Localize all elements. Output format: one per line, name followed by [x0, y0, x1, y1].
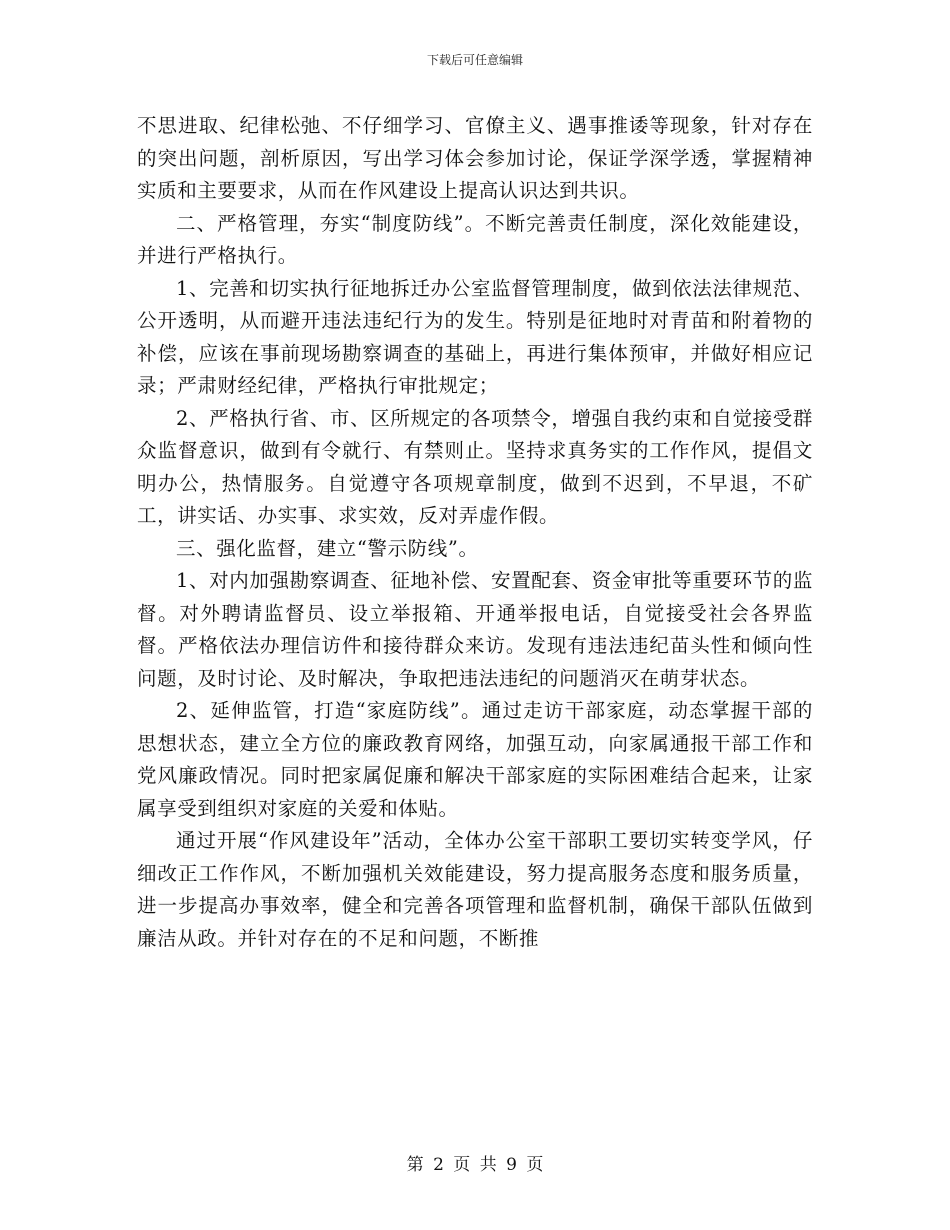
- paragraph-item-3-2: 2、延伸监管，打造“家庭防线”。通过走访干部家庭，动态掌握干部的思想状态，建立全方位的廉政教育网络，加强互动，向家属通报干部工作和党风廉政情况。同时把家属促廉和解决干部家庭的实际困难结合起来，让家属享受到组织对家庭的关爱和体贴。: [137, 699, 813, 820]
- document-body: [137, 110, 813, 955]
- section-heading-2: 二、严格管理，夯实“制度防线”。不断完善责任制度，深化效能建设，并进行严格执行。: [137, 211, 813, 267]
- paragraph-conclusion: 通过开展“作风建设年”活动，全体办公室干部职工要切实转变学风，仔细改正工作作风，不断加强机关效能建设，努力提高服务态度和服务质量，进一步提高办事效率，健全和完善各项管理和监督机制，确保干部队伍做到廉洁从政。并针对存在的不足和问题，不断推: [137, 829, 813, 950]
- paragraph-item-2: 2、严格执行省、市、区所规定的各项禁令，增强自我约束和自觉接受群众监督意识，做到有令就行、有禁则止。坚持求真务实的工作作风，提倡文明办公，热情服务。自觉遵守各项规章制度，做到不迟到，不早退，不矿工，讲实话、办实事、求实效，反对弄虚作假。: [137, 406, 813, 527]
- page-number: 第 2 页 共 9 页: [406, 1155, 544, 1175]
- paragraph-item-1: 1、完善和切实执行征地拆迁办公室监督管理制度，做到依法法律规范、公开透明，从而避开违法违纪行为的发生。特别是征地时对青苗和附着物的补偿，应该在事前现场勘察调查的基础上，再进行集体预审，并做好相应记录；严肃财经纪律，严格执行审批规定；: [137, 276, 813, 397]
- paragraph-item-3-1: 1、对内加强勘察调查、征地补偿、安置配套、资金审批等重要环节的监督。对外聘请监督员、设立举报箱、开通举报电话，自觉接受社会各界监督。严格依法办理信访件和接待群众来访。发现有违法违纪苗头性和倾向性问题，及时讨论、及时解决，争取把违法违纪的问题消灭在萌芽状态。: [137, 569, 813, 690]
- section-heading-3: 三、强化监督，建立“警示防线”。: [176, 536, 479, 560]
- page-header: 下载后可任意编辑: [426, 53, 523, 67]
- paragraph-continued: 不思进取、纪律松弛、不仔细学习、官僚主义、遇事推诿等现象，针对存在的突出问题，剖析原因，写出学习体会参加讨论，保证学深学透，掌握精神实质和主要要求，从而在作风建设上提高认识达到共识。: [137, 114, 813, 202]
